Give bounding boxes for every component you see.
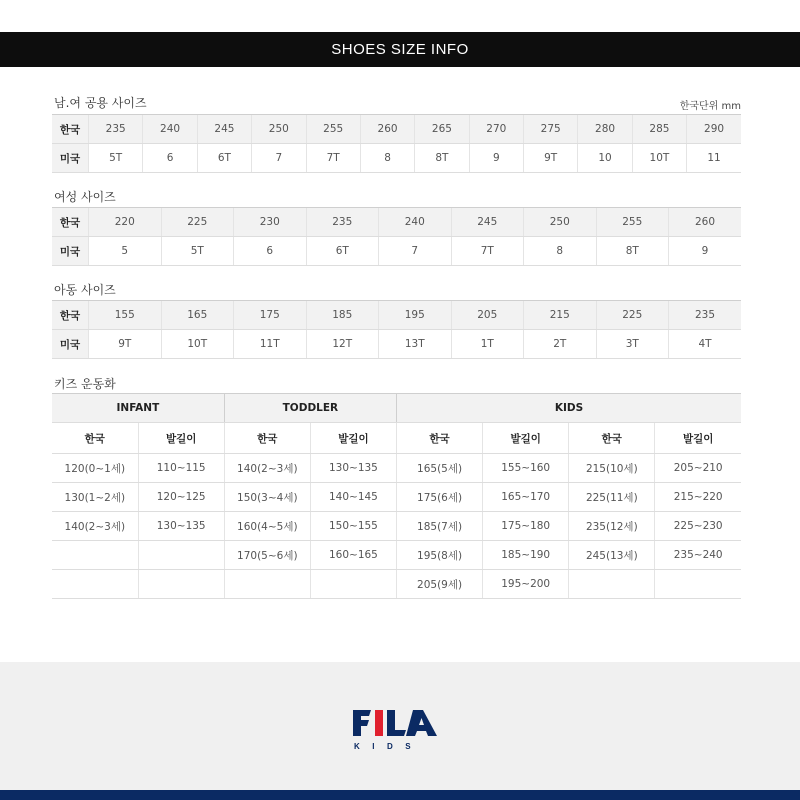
korea-size-cell bbox=[224, 570, 310, 599]
korea-size-cell: 290 bbox=[687, 115, 741, 144]
foot-length-cell bbox=[655, 570, 741, 599]
us-size-cell: 2T bbox=[524, 330, 597, 359]
korea-size-cell: 275 bbox=[524, 115, 578, 144]
korea-size-cell bbox=[52, 570, 138, 599]
row-label-korea: 한국 bbox=[52, 208, 89, 237]
us-size-cell: 7 bbox=[379, 237, 452, 266]
korea-size-cell: 255 bbox=[306, 115, 360, 144]
us-size-cell: 7T bbox=[306, 144, 360, 173]
korea-size-cell: 185(7세) bbox=[397, 512, 483, 541]
table-row bbox=[52, 454, 741, 483]
us-size-cell: 10T bbox=[161, 330, 234, 359]
us-size-cell: 9 bbox=[669, 237, 742, 266]
foot-length-cell: 195~200 bbox=[483, 570, 569, 599]
korea-size-cell: 225 bbox=[161, 208, 234, 237]
us-size-cell: 6 bbox=[234, 237, 307, 266]
korea-size-cell: 160(4~5세) bbox=[224, 512, 310, 541]
foot-length-cell: 165~170 bbox=[483, 483, 569, 512]
logo-sub-text: KIDS bbox=[354, 742, 424, 751]
column-header-row bbox=[52, 423, 741, 454]
korea-size-cell: 150(3~4세) bbox=[224, 483, 310, 512]
row-label-korea: 한국 bbox=[52, 115, 89, 144]
korea-size-cell: 120(0~1세) bbox=[52, 454, 138, 483]
children-size-table bbox=[52, 300, 741, 359]
us-size-cell: 10T bbox=[632, 144, 686, 173]
us-row bbox=[52, 237, 741, 266]
us-size-cell: 1T bbox=[451, 330, 524, 359]
korea-size-cell: 215(10세) bbox=[569, 454, 655, 483]
us-size-cell: 8 bbox=[524, 237, 597, 266]
korea-size-cell: 235 bbox=[89, 115, 143, 144]
foot-length-cell bbox=[138, 541, 224, 570]
korea-size-cell bbox=[52, 541, 138, 570]
column-header: 발길이 bbox=[138, 423, 224, 454]
us-size-cell: 8 bbox=[360, 144, 414, 173]
us-size-cell: 12T bbox=[306, 330, 379, 359]
korea-size-cell: 195 bbox=[379, 301, 452, 330]
korea-size-cell: 220 bbox=[89, 208, 162, 237]
foot-length-cell: 175~180 bbox=[483, 512, 569, 541]
korea-size-cell: 235 bbox=[669, 301, 742, 330]
footer-accent-line bbox=[0, 790, 800, 800]
korea-size-cell: 185 bbox=[306, 301, 379, 330]
logo-letter-i bbox=[375, 710, 383, 736]
korea-row bbox=[52, 301, 741, 330]
korea-size-cell: 215 bbox=[524, 301, 597, 330]
children-section-title: 아동 사이즈 bbox=[54, 283, 116, 297]
column-header: 발길이 bbox=[655, 423, 741, 454]
korea-size-cell bbox=[569, 570, 655, 599]
korea-size-cell: 130(1~2세) bbox=[52, 483, 138, 512]
us-size-cell: 6T bbox=[197, 144, 251, 173]
unisex-size-table bbox=[52, 114, 741, 173]
foot-length-cell: 140~145 bbox=[310, 483, 396, 512]
korea-size-cell: 260 bbox=[669, 208, 742, 237]
foot-length-cell: 110~115 bbox=[138, 454, 224, 483]
table-row bbox=[52, 570, 741, 599]
korea-size-cell: 240 bbox=[379, 208, 452, 237]
korea-row bbox=[52, 208, 741, 237]
us-size-cell: 4T bbox=[669, 330, 742, 359]
korea-size-cell: 205(9세) bbox=[397, 570, 483, 599]
korea-size-cell: 140(2~3세) bbox=[52, 512, 138, 541]
foot-length-cell: 185~190 bbox=[483, 541, 569, 570]
korea-size-cell: 170(5~6세) bbox=[224, 541, 310, 570]
foot-length-cell: 130~135 bbox=[310, 454, 396, 483]
korea-size-cell: 165(5세) bbox=[397, 454, 483, 483]
korea-size-cell: 260 bbox=[360, 115, 414, 144]
foot-length-cell: 155~160 bbox=[483, 454, 569, 483]
us-size-cell: 10 bbox=[578, 144, 632, 173]
korea-size-cell: 235 bbox=[306, 208, 379, 237]
us-size-cell: 5T bbox=[161, 237, 234, 266]
us-size-cell: 9T bbox=[524, 144, 578, 173]
us-size-cell: 9 bbox=[469, 144, 523, 173]
women-size-table bbox=[52, 207, 741, 266]
korea-size-cell: 140(2~3세) bbox=[224, 454, 310, 483]
us-size-cell: 7 bbox=[252, 144, 306, 173]
kids-shoes-table bbox=[52, 393, 741, 599]
us-size-cell: 11T bbox=[234, 330, 307, 359]
table-row bbox=[52, 541, 741, 570]
korea-size-cell: 225 bbox=[596, 301, 669, 330]
foot-length-cell: 205~210 bbox=[655, 454, 741, 483]
foot-length-cell: 150~155 bbox=[310, 512, 396, 541]
us-size-cell: 9T bbox=[89, 330, 162, 359]
korea-size-cell: 205 bbox=[451, 301, 524, 330]
korea-row bbox=[52, 115, 741, 144]
us-size-cell: 6 bbox=[143, 144, 197, 173]
foot-length-cell: 235~240 bbox=[655, 541, 741, 570]
row-label-us: 미국 bbox=[52, 237, 89, 266]
column-header: 발길이 bbox=[483, 423, 569, 454]
korea-size-cell: 230 bbox=[234, 208, 307, 237]
foot-length-cell bbox=[138, 570, 224, 599]
banner-title: SHOES SIZE INFO bbox=[331, 41, 469, 58]
row-label-us: 미국 bbox=[52, 144, 89, 173]
column-header: 한국 bbox=[569, 423, 655, 454]
foot-length-cell: 160~165 bbox=[310, 541, 396, 570]
group-kids: KIDS bbox=[397, 394, 742, 423]
fila-kids-logo bbox=[351, 706, 439, 752]
group-header-row bbox=[52, 394, 741, 423]
us-size-cell: 7T bbox=[451, 237, 524, 266]
column-header: 한국 bbox=[397, 423, 483, 454]
korea-size-cell: 175(6세) bbox=[397, 483, 483, 512]
foot-length-cell: 215~220 bbox=[655, 483, 741, 512]
us-size-cell: 6T bbox=[306, 237, 379, 266]
table-row bbox=[52, 512, 741, 541]
column-header: 한국 bbox=[224, 423, 310, 454]
foot-length-cell: 130~135 bbox=[138, 512, 224, 541]
foot-length-cell: 120~125 bbox=[138, 483, 224, 512]
us-row bbox=[52, 144, 741, 173]
korea-size-cell: 155 bbox=[89, 301, 162, 330]
korea-size-cell: 285 bbox=[632, 115, 686, 144]
korea-size-cell: 240 bbox=[143, 115, 197, 144]
korea-size-cell: 245 bbox=[451, 208, 524, 237]
logo-letter-f bbox=[353, 710, 371, 736]
korea-size-cell: 245(13세) bbox=[569, 541, 655, 570]
korea-size-cell: 265 bbox=[415, 115, 469, 144]
row-label-us: 미국 bbox=[52, 330, 89, 359]
foot-length-cell: 225~230 bbox=[655, 512, 741, 541]
table-row bbox=[52, 483, 741, 512]
unit-label: 한국단위 mm bbox=[679, 101, 741, 112]
us-size-cell: 5 bbox=[89, 237, 162, 266]
unisex-section-title: 남.여 공용 사이즈 bbox=[54, 96, 147, 110]
korea-size-cell: 280 bbox=[578, 115, 632, 144]
us-size-cell: 8T bbox=[596, 237, 669, 266]
us-size-cell: 11 bbox=[687, 144, 741, 173]
us-size-cell: 5T bbox=[89, 144, 143, 173]
korea-size-cell: 250 bbox=[524, 208, 597, 237]
korea-size-cell: 250 bbox=[252, 115, 306, 144]
logo-letter-l bbox=[387, 710, 406, 736]
korea-size-cell: 195(8세) bbox=[397, 541, 483, 570]
us-row bbox=[52, 330, 741, 359]
column-header: 발길이 bbox=[310, 423, 396, 454]
row-label-korea: 한국 bbox=[52, 301, 89, 330]
korea-size-cell: 255 bbox=[596, 208, 669, 237]
us-size-cell: 8T bbox=[415, 144, 469, 173]
us-size-cell: 3T bbox=[596, 330, 669, 359]
us-size-cell: 13T bbox=[379, 330, 452, 359]
korea-size-cell: 235(12세) bbox=[569, 512, 655, 541]
women-section-title: 여성 사이즈 bbox=[54, 190, 116, 204]
korea-size-cell: 245 bbox=[197, 115, 251, 144]
group-toddler: TODDLER bbox=[224, 394, 396, 423]
korea-size-cell: 165 bbox=[161, 301, 234, 330]
kids-shoes-section-title: 키즈 운동화 bbox=[54, 377, 116, 391]
group-infant: INFANT bbox=[52, 394, 224, 423]
korea-size-cell: 270 bbox=[469, 115, 523, 144]
column-header: 한국 bbox=[52, 423, 138, 454]
foot-length-cell bbox=[310, 570, 396, 599]
korea-size-cell: 175 bbox=[234, 301, 307, 330]
logo-letter-a bbox=[406, 710, 437, 736]
korea-size-cell: 225(11세) bbox=[569, 483, 655, 512]
page-banner bbox=[0, 32, 800, 67]
